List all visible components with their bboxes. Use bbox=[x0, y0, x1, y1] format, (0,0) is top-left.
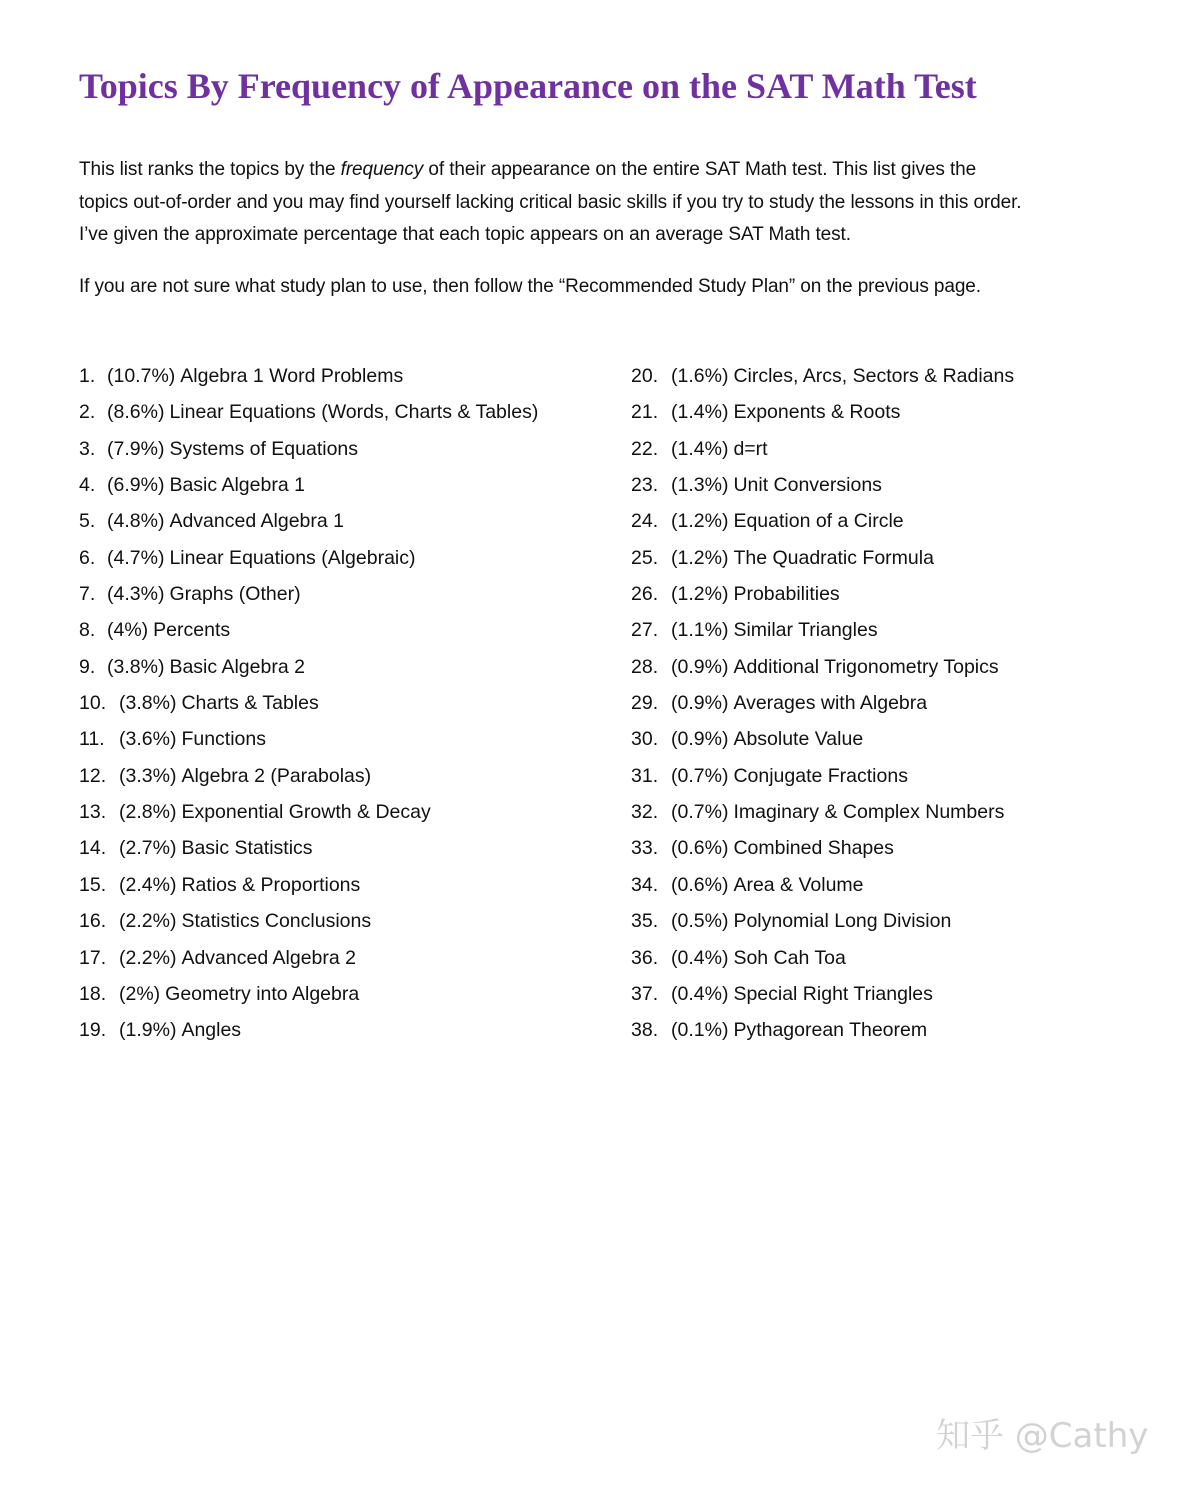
topic-name: Conjugate Fractions bbox=[733, 764, 908, 787]
topic-percentage: (3.3%) bbox=[119, 764, 177, 787]
topic-name: Basic Statistics bbox=[181, 837, 313, 860]
topic-name: Equation of a Circle bbox=[733, 510, 904, 533]
topic-name: Pythagorean Theorem bbox=[733, 1019, 928, 1042]
topic-list-left bbox=[79, 358, 619, 1049]
topic-name: The Quadratic Formula bbox=[733, 546, 934, 569]
topic-percentage: (2.2%) bbox=[119, 946, 177, 969]
topic-percentage: (1.6%) bbox=[671, 365, 729, 387]
topic-item bbox=[631, 940, 1151, 976]
study-plan-note: If you are not sure what study plan to use, then follow the “Recommended Study Plan” on the previous page. bbox=[79, 276, 981, 297]
topic-item bbox=[79, 467, 619, 503]
topic-name: Algebra 1 Word Problems bbox=[180, 365, 404, 387]
topic-number: 5. bbox=[79, 510, 96, 533]
topic-number: 26. bbox=[631, 583, 659, 606]
topic-name: Basic Algebra 1 bbox=[169, 474, 305, 497]
topic-number: 33. bbox=[631, 837, 659, 860]
topic-item bbox=[631, 576, 1151, 612]
topic-item bbox=[631, 867, 1151, 903]
topic-name: Soh Cah Toa bbox=[733, 946, 846, 969]
topic-item bbox=[631, 358, 1151, 394]
topic-item bbox=[79, 1012, 619, 1048]
topic-name: Combined Shapes bbox=[733, 837, 894, 860]
topic-item bbox=[631, 758, 1151, 794]
topic-number: 20. bbox=[631, 365, 659, 387]
topic-number: 25. bbox=[631, 546, 659, 569]
topic-number: 30. bbox=[631, 728, 659, 751]
topic-name: Ratios & Proportions bbox=[181, 873, 361, 896]
topic-number: 3. bbox=[79, 437, 96, 460]
topic-name: Special Right Triangles bbox=[733, 982, 933, 1005]
page-title: Topics By Frequency of Appearance on the SAT Math Test bbox=[79, 66, 977, 106]
topic-item bbox=[79, 612, 619, 648]
topic-percentage: (0.5%) bbox=[671, 910, 729, 933]
topic-list-right bbox=[631, 358, 1151, 1049]
topic-item bbox=[79, 540, 619, 576]
topic-percentage: (4.7%) bbox=[107, 546, 165, 569]
topic-item bbox=[631, 1012, 1151, 1048]
topic-percentage: (3.6%) bbox=[119, 728, 177, 751]
topic-name: Linear Equations (Algebraic) bbox=[169, 546, 416, 569]
topic-item bbox=[631, 903, 1151, 939]
topic-percentage: (0.1%) bbox=[671, 1019, 729, 1042]
topic-name: Charts & Tables bbox=[181, 692, 319, 715]
topic-percentage: (1.1%) bbox=[671, 619, 729, 642]
topic-number: 22. bbox=[631, 437, 659, 460]
intro-text-after: of their appearance on the entire SAT Math test. This list gives the bbox=[423, 159, 977, 180]
watermark: 知乎 @Cathy bbox=[936, 1416, 1149, 1456]
topic-item bbox=[79, 394, 619, 430]
topic-number: 36. bbox=[631, 946, 659, 969]
topic-percentage: (2.8%) bbox=[119, 801, 177, 824]
topic-name: Area & Volume bbox=[733, 873, 864, 896]
topic-number: 37. bbox=[631, 982, 659, 1005]
topic-percentage: (1.2%) bbox=[671, 510, 729, 533]
topic-number: 14. bbox=[79, 837, 107, 860]
topic-name: Exponents & Roots bbox=[733, 401, 901, 424]
topic-number: 23. bbox=[631, 474, 659, 497]
topic-name: d=rt bbox=[733, 437, 768, 460]
topic-number: 29. bbox=[631, 692, 659, 715]
topic-item bbox=[79, 649, 619, 685]
topic-percentage: (1.3%) bbox=[671, 474, 729, 497]
topic-item bbox=[79, 721, 619, 757]
topic-item bbox=[631, 394, 1151, 430]
topic-number: 38. bbox=[631, 1019, 659, 1042]
topic-item bbox=[79, 940, 619, 976]
intro-emphasis: frequency bbox=[340, 159, 424, 180]
topic-number: 21. bbox=[631, 401, 659, 424]
topic-name: Absolute Value bbox=[733, 728, 864, 751]
topic-item bbox=[631, 467, 1151, 503]
topic-number: 8. bbox=[79, 619, 96, 642]
topic-name: Similar Triangles bbox=[733, 619, 878, 642]
topic-item bbox=[79, 503, 619, 539]
topic-item bbox=[631, 540, 1151, 576]
topic-percentage: (8.6%) bbox=[107, 401, 165, 424]
topic-number: 2. bbox=[79, 401, 96, 424]
topic-percentage: (0.9%) bbox=[671, 728, 729, 751]
topic-item bbox=[631, 976, 1151, 1012]
topic-number: 15. bbox=[79, 873, 107, 896]
topic-number: 31. bbox=[631, 764, 659, 787]
topic-name: Basic Algebra 2 bbox=[169, 655, 305, 678]
topic-item bbox=[79, 867, 619, 903]
topic-percentage: (0.9%) bbox=[671, 655, 729, 678]
topic-name: Averages with Algebra bbox=[733, 692, 928, 715]
topic-percentage: (0.7%) bbox=[671, 801, 729, 824]
topic-number: 32. bbox=[631, 801, 659, 824]
topic-item bbox=[79, 794, 619, 830]
topic-number: 27. bbox=[631, 619, 659, 642]
topic-name: Graphs (Other) bbox=[169, 583, 301, 606]
topic-percentage: (3.8%) bbox=[107, 655, 165, 678]
topic-item bbox=[631, 830, 1151, 866]
topic-item bbox=[631, 612, 1151, 648]
topic-percentage: (0.4%) bbox=[671, 982, 729, 1005]
topic-number: 35. bbox=[631, 910, 659, 933]
topic-percentage: (2.4%) bbox=[119, 873, 177, 896]
intro-line-1 bbox=[79, 154, 1164, 187]
topic-number: 10. bbox=[79, 692, 107, 715]
topic-percentage: (3.8%) bbox=[119, 692, 177, 715]
topic-name: Exponential Growth & Decay bbox=[181, 801, 431, 824]
topic-number: 28. bbox=[631, 655, 659, 678]
topic-number: 12. bbox=[79, 764, 107, 787]
topic-item bbox=[631, 685, 1151, 721]
topic-name: Percents bbox=[153, 619, 231, 642]
topic-percentage: (7.9%) bbox=[107, 437, 165, 460]
topic-name: Advanced Algebra 2 bbox=[181, 946, 356, 969]
topic-percentage: (2.7%) bbox=[119, 837, 177, 860]
topic-percentage: (0.6%) bbox=[671, 837, 729, 860]
topic-name: Unit Conversions bbox=[733, 474, 882, 497]
topic-number: 6. bbox=[79, 546, 96, 569]
topic-item bbox=[79, 903, 619, 939]
topic-item bbox=[79, 830, 619, 866]
intro-line-2: topics out-of-order and you may find yourself lacking critical basic skills if you try to study the lessons in this order. bbox=[79, 191, 1022, 213]
topic-number: 17. bbox=[79, 946, 107, 969]
topic-name: Statistics Conclusions bbox=[181, 910, 372, 933]
topic-percentage: (0.6%) bbox=[671, 873, 729, 896]
topic-percentage: (10.7%) bbox=[107, 365, 176, 387]
topic-name: Polynomial Long Division bbox=[733, 910, 952, 933]
topic-name: Probabilities bbox=[733, 583, 840, 606]
topic-percentage: (1.4%) bbox=[671, 437, 729, 460]
topic-item bbox=[631, 503, 1151, 539]
topic-percentage: (0.7%) bbox=[671, 764, 729, 787]
topic-percentage: (0.9%) bbox=[671, 692, 729, 715]
topic-percentage: (4%) bbox=[107, 619, 149, 642]
topic-name: Advanced Algebra 1 bbox=[169, 510, 344, 533]
topic-name: Angles bbox=[181, 1019, 242, 1042]
intro-line-3: I’ve given the approximate percentage that each topic appears on an average SAT Math test. bbox=[79, 224, 851, 245]
topic-number: 7. bbox=[79, 583, 96, 606]
topic-number: 11. bbox=[79, 728, 105, 751]
topic-percentage: (1.2%) bbox=[671, 583, 729, 606]
topic-name: Systems of Equations bbox=[169, 437, 359, 460]
topic-item bbox=[79, 758, 619, 794]
topic-name: Algebra 2 (Parabolas) bbox=[181, 764, 372, 787]
topic-number: 4. bbox=[79, 474, 96, 497]
topic-name: Functions bbox=[181, 728, 266, 751]
topic-name: Circles, Arcs, Sectors & Radians bbox=[733, 365, 1015, 387]
topic-number: 9. bbox=[79, 655, 96, 678]
topic-percentage: (6.9%) bbox=[107, 474, 165, 497]
topic-number: 18. bbox=[79, 982, 107, 1005]
topic-item bbox=[79, 576, 619, 612]
topic-percentage: (2%) bbox=[119, 982, 161, 1005]
topic-number: 1. bbox=[79, 365, 96, 387]
topic-item bbox=[631, 431, 1151, 467]
topic-percentage: (4.3%) bbox=[107, 583, 165, 606]
topic-item bbox=[79, 358, 619, 394]
topic-item bbox=[631, 721, 1151, 757]
topic-number: 19. bbox=[79, 1019, 107, 1042]
topic-name: Linear Equations (Words, Charts & Tables) bbox=[169, 401, 539, 424]
topic-number: 34. bbox=[631, 873, 659, 896]
topic-item bbox=[79, 976, 619, 1012]
topic-item bbox=[631, 794, 1151, 830]
intro-paragraph bbox=[79, 154, 1164, 252]
topic-percentage: (1.2%) bbox=[671, 546, 729, 569]
topic-name: Additional Trigonometry Topics bbox=[733, 655, 999, 678]
topic-percentage: (1.4%) bbox=[671, 401, 729, 424]
topic-number: 16. bbox=[79, 910, 107, 933]
topic-percentage: (4.8%) bbox=[107, 510, 165, 533]
topic-percentage: (0.4%) bbox=[671, 946, 729, 969]
intro-text-before: This list ranks the topics by the bbox=[79, 159, 341, 180]
topic-percentage: (1.9%) bbox=[119, 1019, 177, 1042]
topic-name: Imaginary & Complex Numbers bbox=[733, 801, 1005, 824]
topic-item bbox=[79, 431, 619, 467]
topic-item bbox=[79, 685, 619, 721]
topic-percentage: (2.2%) bbox=[119, 910, 177, 933]
topic-number: 13. bbox=[79, 801, 107, 824]
topic-name: Geometry into Algebra bbox=[165, 982, 360, 1005]
topic-number: 24. bbox=[631, 510, 659, 533]
topic-item bbox=[631, 649, 1151, 685]
